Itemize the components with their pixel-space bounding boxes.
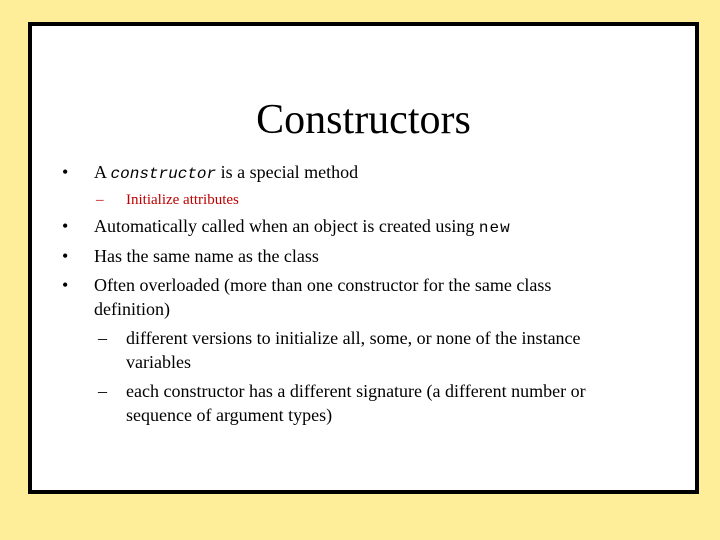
dash-marker: –	[98, 328, 107, 348]
keyword-new: new	[478, 219, 511, 237]
sub-bullet-signature-line2: sequence of argument types)	[126, 405, 333, 425]
bullet-constructor-definition	[94, 160, 358, 186]
sub-bullet-signature-line1: each constructor has a different signature (a different number or	[126, 381, 586, 401]
dash-marker: –	[98, 381, 107, 401]
sub-bullet-versions-line2: variables	[126, 352, 191, 372]
bullet-same-name: Has the same name as the class	[94, 246, 319, 266]
bullet-marker: •	[62, 275, 69, 295]
bullet-text-pre: Automatically called when an object is created using	[94, 216, 479, 236]
bullet-marker: •	[62, 216, 69, 236]
term-constructor: constructor	[110, 165, 217, 183]
bullet-overloaded-line1: Often overloaded (more than one constructor for the same class	[94, 275, 552, 295]
bullet-text-post: is a special method	[216, 162, 359, 182]
bullet-marker: •	[62, 246, 69, 266]
slide-title: Constructors	[256, 97, 471, 143]
bullet-automatically-called	[94, 214, 511, 240]
bullet-marker: •	[62, 162, 69, 182]
dash-marker: –	[96, 192, 104, 208]
sub-bullet-initialize: Initialize attributes	[126, 192, 239, 208]
bullet-text-pre: A	[94, 162, 111, 182]
sub-bullet-versions-line1: different versions to initialize all, some, or none of the instance	[126, 328, 581, 348]
bullet-overloaded-line2: definition)	[94, 299, 170, 319]
